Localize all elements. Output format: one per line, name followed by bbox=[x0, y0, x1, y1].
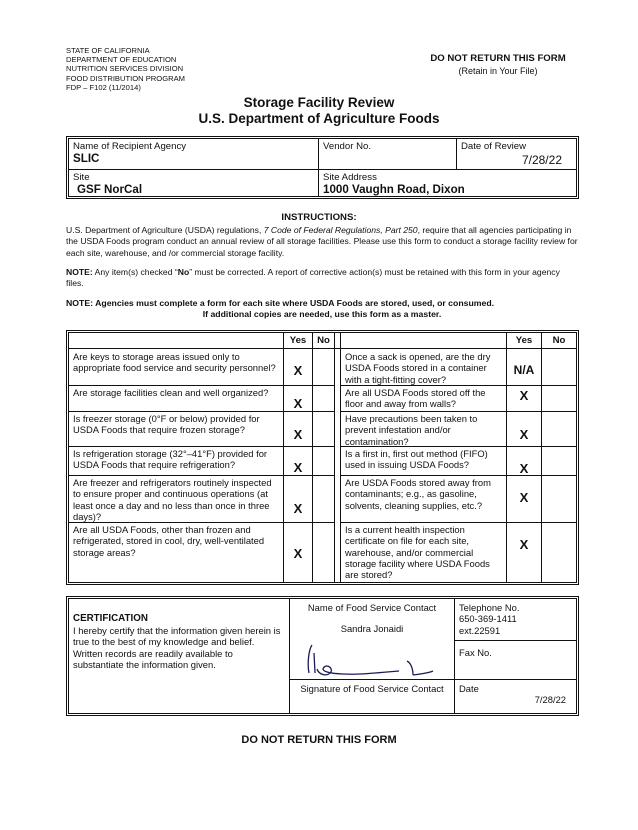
certification-date-field[interactable] bbox=[459, 683, 574, 706]
signature-label: Signature of Food Service Contact bbox=[300, 683, 444, 694]
contact-name-label: Name of Food Service Contact bbox=[307, 602, 437, 613]
do-not-return-notice: DO NOT RETURN THIS FORM bbox=[430, 53, 566, 64]
regulation-citation: 7 Code of Federal Regulations, Part 250 bbox=[263, 225, 418, 235]
yes-checkbox[interactable]: X bbox=[293, 460, 303, 475]
no-column-header-left: No bbox=[317, 335, 330, 346]
instructions-heading: INSTRUCTIONS: bbox=[281, 212, 357, 223]
site-field[interactable] bbox=[69, 170, 318, 198]
instructions-paragraph: U.S. Department of Agriculture (USDA) regulations, 7 Code of Federal Regulations, Part 250, require that all agencies participating in the USDA Foods program conduct an annual review of all storage facilities. Please use this form to conduct a storage facility review for each site, warehouse, and /or commercial storage facility. bbox=[66, 225, 578, 258]
certification-date-label: Date bbox=[459, 683, 479, 694]
telephone-value: 650-369-1411 bbox=[459, 613, 517, 625]
contact-name-value[interactable]: Sandra Jonaidi bbox=[340, 623, 404, 634]
yes-checkbox[interactable]: X bbox=[519, 537, 529, 552]
agency-line: DEPARTMENT OF EDUCATION bbox=[66, 55, 177, 65]
site-address-label: Site Address bbox=[323, 172, 377, 183]
yes-checkbox[interactable]: X bbox=[519, 427, 529, 442]
checklist-question: Are USDA Foods stored away from contaminants; e.g., as gasoline, solvents, cleaning supplies, etc.? bbox=[345, 477, 491, 511]
certification-text: I hereby certify that the information given herein is true to the best of my knowledge and belief. Written records are readily available to substantiate the information given. bbox=[73, 624, 281, 670]
recipient-agency-field[interactable] bbox=[69, 139, 318, 167]
yes-checkbox[interactable]: X bbox=[293, 501, 303, 516]
signature-image bbox=[297, 639, 447, 681]
checklist-question: Is freezer storage (0°F or below) provided for USDA Foods that require frozen storage? bbox=[73, 413, 260, 436]
review-date-field[interactable] bbox=[457, 139, 576, 169]
telephone-field[interactable] bbox=[459, 602, 574, 636]
agency-line: NUTRITION SERVICES DIVISION bbox=[66, 64, 184, 74]
recipient-agency-value: SLIC bbox=[73, 152, 100, 165]
checklist-question: Are all USDA Foods, other than frozen and refrigerated, stored in cool, dry, well-ventilated storage areas? bbox=[73, 524, 265, 558]
yes-checkbox[interactable]: X bbox=[293, 396, 303, 411]
certification-heading: CERTIFICATION bbox=[73, 613, 148, 624]
recipient-agency-label: Name of Recipient Agency bbox=[73, 141, 187, 152]
yes-checkbox[interactable]: X bbox=[519, 388, 529, 403]
site-value: GSF NorCal bbox=[77, 183, 143, 196]
checklist-question: Are freezer and refrigerators routinely inspected to ensure proper and continuous operations (at least once a day and no less than once in three days)? bbox=[73, 477, 272, 522]
agency-info-box bbox=[66, 136, 579, 199]
telephone-extension: ext.22591 bbox=[459, 624, 501, 636]
vendor-number-field[interactable] bbox=[319, 139, 456, 154]
checklist-question: Are storage facilities clean and well organized? bbox=[73, 387, 269, 398]
form-title: Storage Facility Review bbox=[243, 95, 395, 110]
site-address-field[interactable] bbox=[319, 170, 576, 198]
vendor-number-label: Vendor No. bbox=[323, 141, 372, 152]
telephone-label: Telephone No. bbox=[459, 602, 520, 613]
yes-checkbox[interactable]: X bbox=[519, 490, 529, 505]
certification-box bbox=[66, 596, 579, 716]
fax-label: Fax No. bbox=[459, 647, 492, 658]
certification-date-value: 7/28/22 bbox=[534, 694, 566, 706]
review-date-label: Date of Review bbox=[461, 141, 527, 152]
yes-checkbox[interactable]: N/A bbox=[513, 363, 535, 377]
agency-line: STATE OF CALIFORNIA bbox=[66, 46, 150, 55]
checklist-question: Once a sack is opened, are the dry USDA Foods stored in a container with a tight-fitting cover? bbox=[345, 351, 491, 385]
corrective-action-note: NOTE: Any item(s) checked “No” must be corrected. A report of corrective action(s) must be retained with this form in your agency files. bbox=[66, 267, 560, 289]
retain-notice: (Retain in Your File) bbox=[458, 66, 538, 76]
no-column-header-right: No bbox=[552, 335, 566, 346]
form-subtitle: U.S. Department of Agriculture Foods bbox=[198, 111, 440, 126]
certification-statement bbox=[73, 613, 285, 671]
form-number: FDP – F102 (11/2014) bbox=[66, 82, 141, 92]
yes-checkbox[interactable]: X bbox=[519, 461, 529, 476]
fax-field[interactable] bbox=[459, 647, 574, 658]
yes-checkbox[interactable]: X bbox=[293, 427, 303, 442]
site-address-value: 1000 Vaughn Road, Dixon bbox=[323, 183, 465, 196]
checklist-question: Are keys to storage areas issued only to appropriate food service and security personnel? bbox=[73, 351, 276, 374]
checklist-question: Is a current health inspection certificate on file for each site, warehouse, and/or commercial storage facility where USDA Foods are stored? bbox=[345, 524, 490, 581]
agency-header bbox=[66, 46, 185, 92]
site-form-note: NOTE: Agencies must complete a form for each site where USDA Foods are stored, used, or consumed. If additional copies are needed, use this form as a master. bbox=[66, 298, 495, 319]
yes-checkbox[interactable]: X bbox=[293, 546, 303, 561]
review-date-value: 7/28/22 bbox=[521, 153, 562, 167]
yes-checkbox[interactable]: X bbox=[293, 363, 303, 378]
yes-column-header-left: Yes bbox=[289, 335, 307, 346]
return-notice bbox=[418, 53, 578, 77]
footer-notice: DO NOT RETURN THIS FORM bbox=[241, 734, 397, 746]
site-label: Site bbox=[73, 172, 90, 183]
agency-line: FOOD DISTRIBUTION PROGRAM bbox=[66, 73, 185, 83]
checklist-question: Is refrigeration storage (32°–41°F) provided for USDA Foods that require refrigeration? bbox=[73, 448, 268, 471]
checklist-question: Is a first in, first out method (FIFO) used in issuing USDA Foods? bbox=[345, 448, 488, 471]
storage-checklist-table bbox=[66, 330, 579, 585]
checklist-question: Are all USDA Foods stored off the floor and away from walls? bbox=[345, 387, 486, 410]
checklist-question: Have precautions been taken to prevent infestation and/or contamination? bbox=[345, 413, 478, 447]
yes-column-header-right: Yes bbox=[515, 335, 533, 346]
